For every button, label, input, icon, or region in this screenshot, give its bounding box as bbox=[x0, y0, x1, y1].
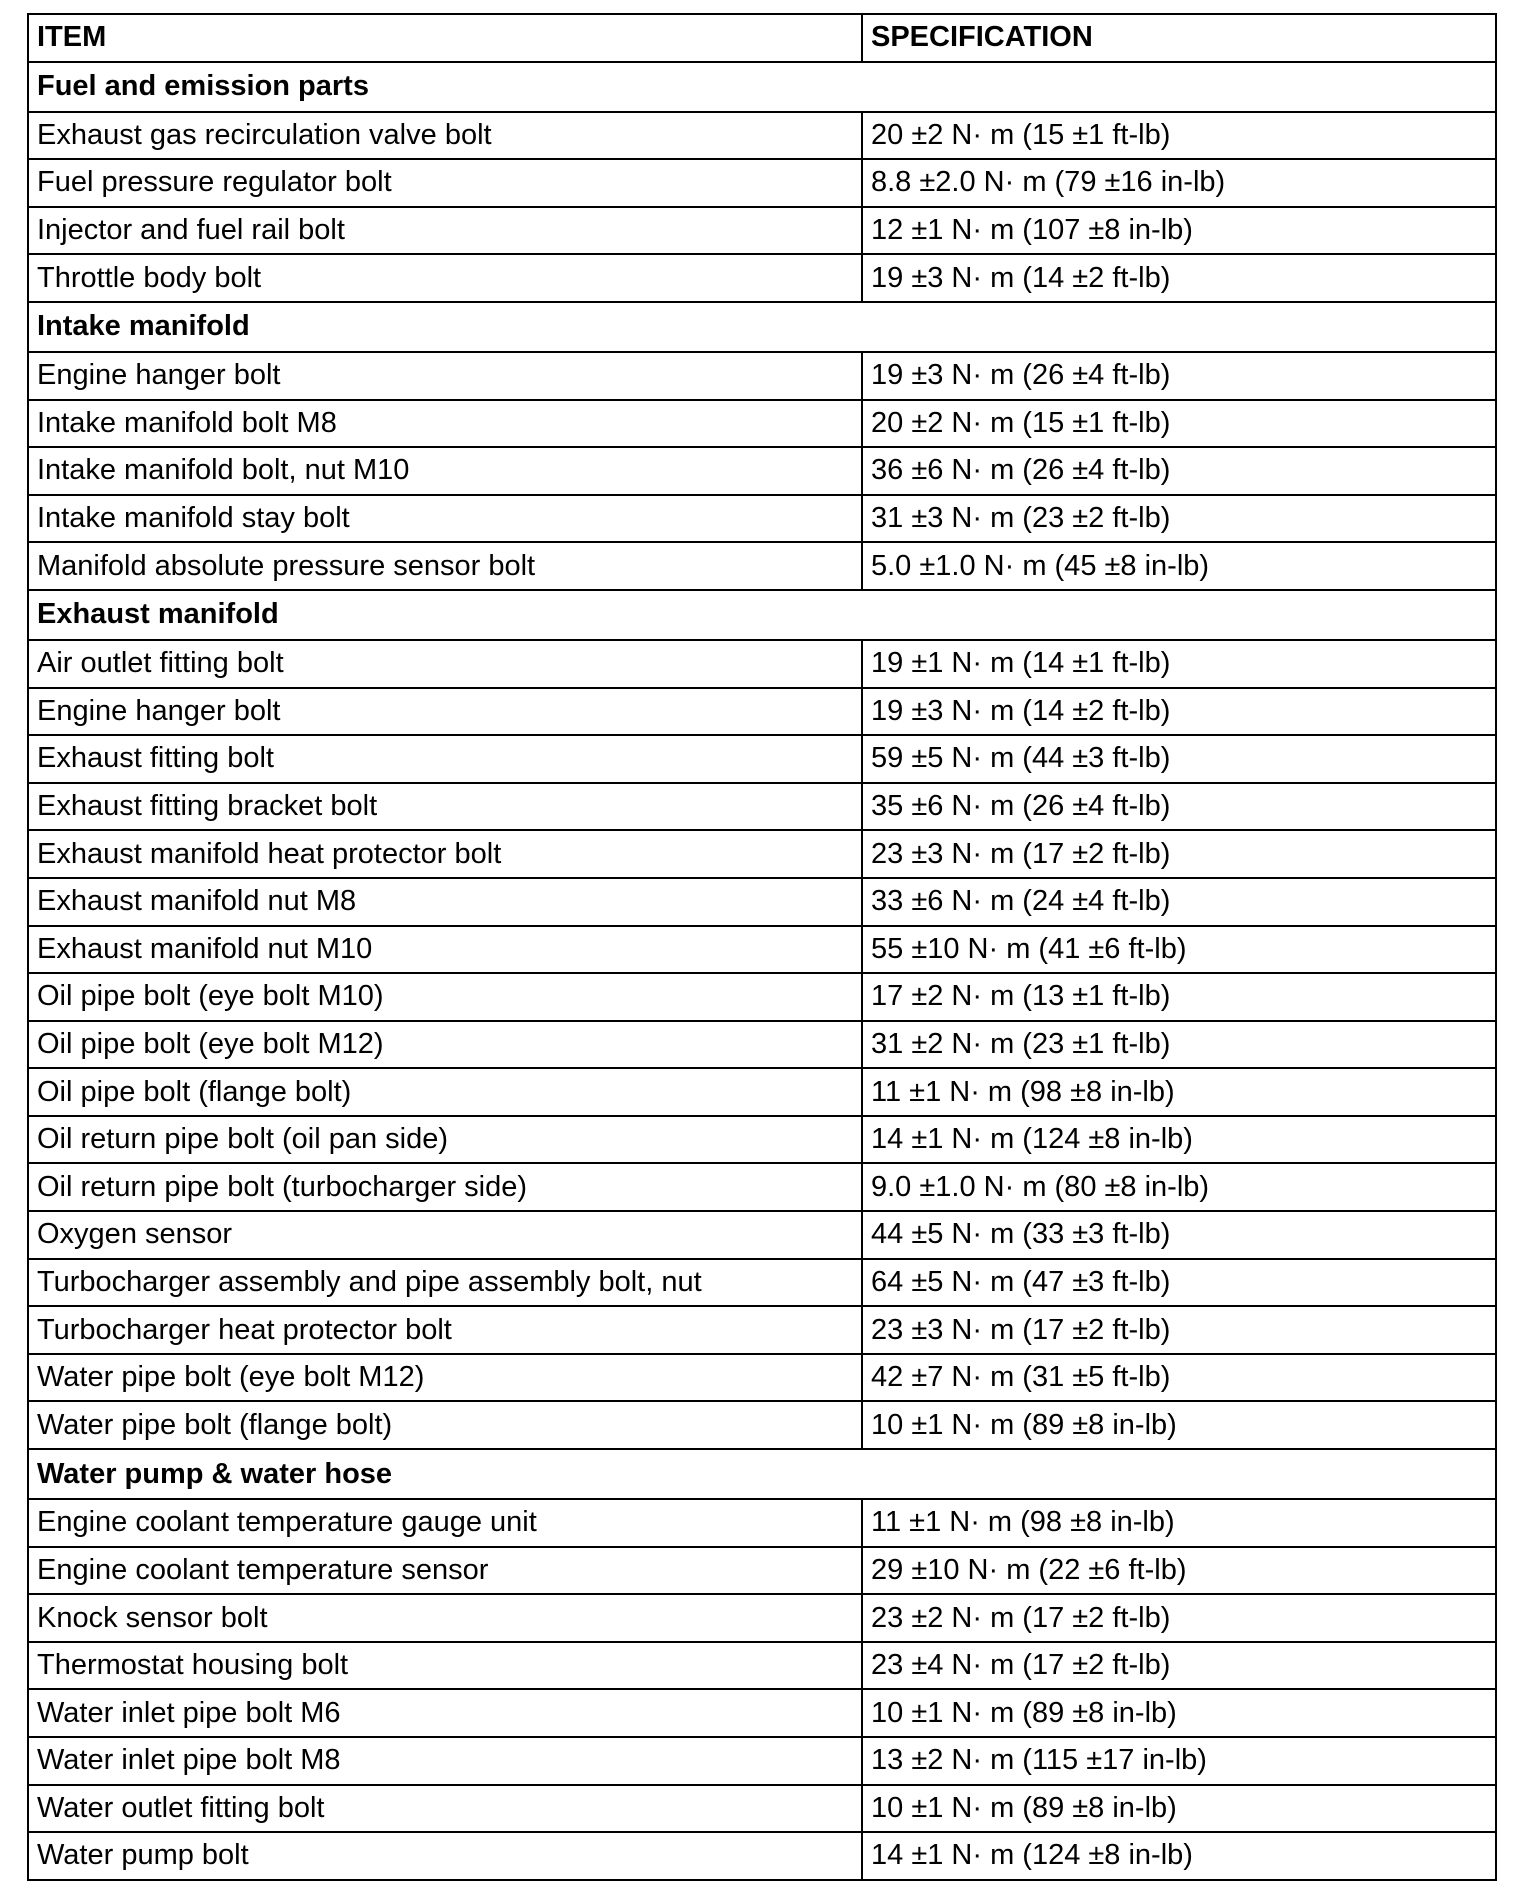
torque-spec-table bbox=[27, 13, 1497, 1881]
specification-cell: 20 ±2 N· m (15 ±1 ft-lb) bbox=[862, 400, 1496, 448]
item-cell: Exhaust manifold heat protector bolt bbox=[28, 830, 862, 878]
specification-cell: 9.0 ±1.0 N· m (80 ±8 in-lb) bbox=[862, 1163, 1496, 1211]
item-cell: Injector and fuel rail bolt bbox=[28, 207, 862, 255]
table-row bbox=[28, 688, 1496, 736]
item-cell: Turbocharger heat protector bolt bbox=[28, 1306, 862, 1354]
specification-cell: 31 ±3 N· m (23 ±2 ft-lb) bbox=[862, 495, 1496, 543]
table-row bbox=[28, 1354, 1496, 1402]
item-cell: Engine coolant temperature sensor bbox=[28, 1547, 862, 1595]
item-cell: Water inlet pipe bolt M8 bbox=[28, 1737, 862, 1785]
header-item: ITEM bbox=[28, 14, 862, 62]
table-row bbox=[28, 1785, 1496, 1833]
specification-cell: 35 ±6 N· m (26 ±4 ft-lb) bbox=[862, 783, 1496, 831]
table-row bbox=[28, 447, 1496, 495]
item-cell: Exhaust fitting bracket bolt bbox=[28, 783, 862, 831]
table-row bbox=[28, 926, 1496, 974]
item-cell: Exhaust manifold nut M10 bbox=[28, 926, 862, 974]
table-row bbox=[28, 1116, 1496, 1164]
table-row bbox=[28, 878, 1496, 926]
table-row bbox=[28, 735, 1496, 783]
item-cell: Intake manifold stay bolt bbox=[28, 495, 862, 543]
table-row bbox=[28, 112, 1496, 160]
item-cell: Oil return pipe bolt (turbocharger side) bbox=[28, 1163, 862, 1211]
section-title: Exhaust manifold bbox=[28, 590, 1496, 640]
table-row bbox=[28, 159, 1496, 207]
specification-cell: 23 ±4 N· m (17 ±2 ft-lb) bbox=[862, 1642, 1496, 1690]
section-header-row bbox=[28, 1449, 1496, 1499]
specification-cell: 33 ±6 N· m (24 ±4 ft-lb) bbox=[862, 878, 1496, 926]
item-cell: Fuel pressure regulator bolt bbox=[28, 159, 862, 207]
item-cell: Exhaust manifold nut M8 bbox=[28, 878, 862, 926]
section-title: Water pump & water hose bbox=[28, 1449, 1496, 1499]
specification-cell: 19 ±3 N· m (26 ±4 ft-lb) bbox=[862, 352, 1496, 400]
item-cell: Knock sensor bolt bbox=[28, 1594, 862, 1642]
specification-cell: 12 ±1 N· m (107 ±8 in-lb) bbox=[862, 207, 1496, 255]
table-row bbox=[28, 1689, 1496, 1737]
specification-cell: 19 ±1 N· m (14 ±1 ft-lb) bbox=[862, 640, 1496, 688]
specification-cell: 29 ±10 N· m (22 ±6 ft-lb) bbox=[862, 1547, 1496, 1595]
section-header-row bbox=[28, 302, 1496, 352]
specification-cell: 11 ±1 N· m (98 ±8 in-lb) bbox=[862, 1499, 1496, 1547]
item-cell: Thermostat housing bolt bbox=[28, 1642, 862, 1690]
table-row bbox=[28, 1642, 1496, 1690]
specification-cell: 10 ±1 N· m (89 ±8 in-lb) bbox=[862, 1401, 1496, 1449]
spec-table-body bbox=[28, 14, 1496, 1880]
table-row bbox=[28, 400, 1496, 448]
table-row bbox=[28, 1259, 1496, 1307]
item-cell: Exhaust gas recirculation valve bolt bbox=[28, 112, 862, 160]
item-cell: Water pipe bolt (flange bolt) bbox=[28, 1401, 862, 1449]
specification-cell: 23 ±3 N· m (17 ±2 ft-lb) bbox=[862, 830, 1496, 878]
specification-cell: 31 ±2 N· m (23 ±1 ft-lb) bbox=[862, 1021, 1496, 1069]
item-cell: Oil pipe bolt (flange bolt) bbox=[28, 1068, 862, 1116]
item-cell: Engine coolant temperature gauge unit bbox=[28, 1499, 862, 1547]
specification-cell: 11 ±1 N· m (98 ±8 in-lb) bbox=[862, 1068, 1496, 1116]
specification-cell: 19 ±3 N· m (14 ±2 ft-lb) bbox=[862, 688, 1496, 736]
specification-cell: 17 ±2 N· m (13 ±1 ft-lb) bbox=[862, 973, 1496, 1021]
item-cell: Intake manifold bolt M8 bbox=[28, 400, 862, 448]
item-cell: Turbocharger assembly and pipe assembly bolt, nut bbox=[28, 1259, 862, 1307]
table-row bbox=[28, 207, 1496, 255]
specification-cell: 23 ±2 N· m (17 ±2 ft-lb) bbox=[862, 1594, 1496, 1642]
specification-cell: 14 ±1 N· m (124 ±8 in-lb) bbox=[862, 1116, 1496, 1164]
table-row bbox=[28, 1163, 1496, 1211]
table-row bbox=[28, 973, 1496, 1021]
specification-cell: 44 ±5 N· m (33 ±3 ft-lb) bbox=[862, 1211, 1496, 1259]
specification-cell: 42 ±7 N· m (31 ±5 ft-lb) bbox=[862, 1354, 1496, 1402]
section-title: Intake manifold bbox=[28, 302, 1496, 352]
item-cell: Oil return pipe bolt (oil pan side) bbox=[28, 1116, 862, 1164]
table-row bbox=[28, 254, 1496, 302]
specification-cell: 13 ±2 N· m (115 ±17 in-lb) bbox=[862, 1737, 1496, 1785]
item-cell: Water inlet pipe bolt M6 bbox=[28, 1689, 862, 1737]
item-cell: Water outlet fitting bolt bbox=[28, 1785, 862, 1833]
table-row bbox=[28, 542, 1496, 590]
specification-cell: 59 ±5 N· m (44 ±3 ft-lb) bbox=[862, 735, 1496, 783]
specification-cell: 10 ±1 N· m (89 ±8 in-lb) bbox=[862, 1785, 1496, 1833]
table-row bbox=[28, 1306, 1496, 1354]
table-row bbox=[28, 1211, 1496, 1259]
table-row bbox=[28, 640, 1496, 688]
item-cell: Intake manifold bolt, nut M10 bbox=[28, 447, 862, 495]
item-cell: Engine hanger bolt bbox=[28, 352, 862, 400]
section-header-row bbox=[28, 590, 1496, 640]
item-cell: Oil pipe bolt (eye bolt M12) bbox=[28, 1021, 862, 1069]
table-row bbox=[28, 1737, 1496, 1785]
item-cell: Engine hanger bolt bbox=[28, 688, 862, 736]
specification-cell: 5.0 ±1.0 N· m (45 ±8 in-lb) bbox=[862, 542, 1496, 590]
item-cell: Water pipe bolt (eye bolt M12) bbox=[28, 1354, 862, 1402]
specification-cell: 20 ±2 N· m (15 ±1 ft-lb) bbox=[862, 112, 1496, 160]
table-row bbox=[28, 495, 1496, 543]
table-row bbox=[28, 1594, 1496, 1642]
specification-cell: 10 ±1 N· m (89 ±8 in-lb) bbox=[862, 1689, 1496, 1737]
item-cell: Oil pipe bolt (eye bolt M10) bbox=[28, 973, 862, 1021]
specification-cell: 14 ±1 N· m (124 ±8 in-lb) bbox=[862, 1832, 1496, 1880]
item-cell: Water pump bolt bbox=[28, 1832, 862, 1880]
header-specification: SPECIFICATION bbox=[862, 14, 1496, 62]
item-cell: Throttle body bolt bbox=[28, 254, 862, 302]
table-row bbox=[28, 1021, 1496, 1069]
table-header-row bbox=[28, 14, 1496, 62]
item-cell: Oxygen sensor bbox=[28, 1211, 862, 1259]
table-row bbox=[28, 783, 1496, 831]
table-row bbox=[28, 352, 1496, 400]
table-row bbox=[28, 1547, 1496, 1595]
specification-cell: 36 ±6 N· m (26 ±4 ft-lb) bbox=[862, 447, 1496, 495]
table-row bbox=[28, 1832, 1496, 1880]
item-cell: Exhaust fitting bolt bbox=[28, 735, 862, 783]
section-header-row bbox=[28, 62, 1496, 112]
item-cell: Manifold absolute pressure sensor bolt bbox=[28, 542, 862, 590]
table-row bbox=[28, 1068, 1496, 1116]
specification-cell: 55 ±10 N· m (41 ±6 ft-lb) bbox=[862, 926, 1496, 974]
table-row bbox=[28, 830, 1496, 878]
specification-cell: 23 ±3 N· m (17 ±2 ft-lb) bbox=[862, 1306, 1496, 1354]
table-row bbox=[28, 1499, 1496, 1547]
item-cell: Air outlet fitting bolt bbox=[28, 640, 862, 688]
specification-cell: 19 ±3 N· m (14 ±2 ft-lb) bbox=[862, 254, 1496, 302]
table-row bbox=[28, 1401, 1496, 1449]
specification-cell: 64 ±5 N· m (47 ±3 ft-lb) bbox=[862, 1259, 1496, 1307]
section-title: Fuel and emission parts bbox=[28, 62, 1496, 112]
specification-cell: 8.8 ±2.0 N· m (79 ±16 in-lb) bbox=[862, 159, 1496, 207]
